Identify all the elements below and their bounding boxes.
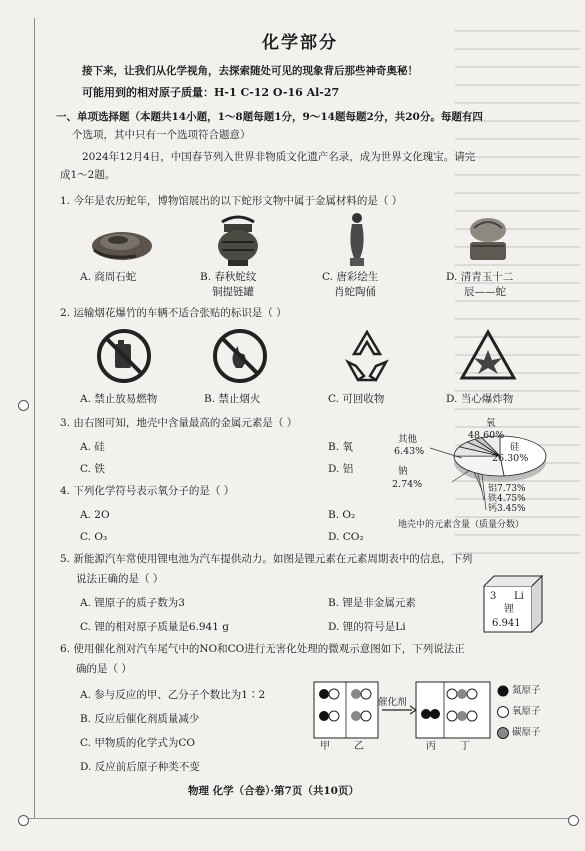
reaction-diagram [312,680,492,744]
pie-label-iron: 铁4.75% [488,494,526,504]
q1-option-a[interactable]: A. 商周石蛇 [80,271,137,283]
page-title: 化学部分 [262,33,338,53]
question-6-stem: 6. 使用催化剂对汽车尾气中的NO和CO进行无害化处理的微观示意图如下，下列说法正 [60,643,465,655]
label-jia: 甲 [320,741,330,752]
pie-label-other: 其他 [398,434,418,445]
intro-text: 接下来，让我们从化学视角，去探索随处可见的现象背后那些神奇奥秘！ [82,65,418,77]
q1-option-c-cont: 肖蛇陶俑 [334,286,376,298]
q2-option-a[interactable]: A. 禁止放易燃物 [80,393,158,405]
q5-option-d[interactable]: D. 锂的符号是Li [328,621,406,633]
q5-option-b[interactable]: B. 锂是非金属元素 [328,597,416,609]
q3-option-a[interactable]: A. 硅 [80,441,105,453]
q6-option-b[interactable]: B. 反应后催化剂质量减少 [80,713,200,725]
no-flammables-sign-icon [96,328,152,384]
explosive-warning-sign-icon [458,328,518,382]
context-text: 2024年12月4日，中国春节列入世界非物质文化遗产名录，成为世界文化瑰宝。请完 [82,151,476,163]
q6-option-d[interactable]: D. 反应前后原子种类不变 [80,761,200,773]
q4-option-b[interactable]: B. O₂ [328,509,356,521]
atom-legend-icons [496,684,510,742]
question-3-stem: 3. 由右图可知，地壳中含量最高的金属元素是（ ） [60,417,298,429]
q5-option-a[interactable]: A. 锂原子的质子数为3 [80,597,185,609]
binding-line [34,18,35,818]
binding-hole [18,815,29,826]
binding-hole [18,400,29,411]
bronze-jar-image [210,212,266,268]
pie-value-other: 6.43% [394,446,425,457]
pie-value-sodium: 2.74% [392,479,423,490]
q6-option-c[interactable]: C. 甲物质的化学式为CO [80,737,195,749]
q1-option-d-cont: 辰——蛇 [464,286,506,298]
question-2-stem: 2. 运输烟花爆竹的车辆不适合张贴的标识是（ ） [60,307,287,319]
periodic-atomic-number: 3 [490,591,497,602]
binding-hole [568,815,579,826]
q3-option-d[interactable]: D. 铝 [328,463,354,475]
legend-nitrogen: 氮原子 [512,685,541,696]
pie-label-silicon: 硅 [510,442,520,453]
q1-option-c[interactable]: C. 唐彩绘生 [322,271,379,283]
periodic-name: 锂 [504,604,514,615]
jade-snake-image [460,212,516,266]
legend-carbon: 碳原子 [512,727,541,738]
atomic-mass-line: 可能用到的相对原子质量：H-1 C-12 O-16 Al-27 [82,86,340,99]
stone-snake-image [86,220,160,264]
pie-label-aluminum: 铝7.73% [488,484,526,494]
pie-label-calcium: 钙3.45% [488,504,526,514]
q2-option-b[interactable]: B. 禁止烟火 [204,393,261,405]
periodic-symbol: Li [514,591,524,602]
label-bing: 丙 [426,741,436,752]
q4-option-a[interactable]: A. 2O [80,509,110,521]
label-yi: 乙 [354,741,364,752]
label-ding: 丁 [460,741,470,752]
question-1-stem: 1. 今年是农历蛇年，博物馆展出的以下蛇形文物中属于金属材料的是（ ） [60,195,403,207]
q4-option-d[interactable]: D. CO₂ [328,531,364,543]
pie-caption: 地壳中的元素含量（质量分数） [398,520,525,530]
q4-option-c[interactable]: C. O₃ [80,531,108,543]
q5-option-c[interactable]: C. 锂的相对原子质量是6.941 g [80,621,229,633]
q1-option-d[interactable]: D. 清青玉十二 [446,271,514,283]
legend-oxygen: 氧原子 [512,706,541,717]
periodic-mass: 6.941 [492,618,521,629]
q6-option-a[interactable]: A. 参与反应的甲、乙分子个数比为1∶2 [80,689,266,701]
question-5-stem-cont: 说法正确的是（ ） [76,573,164,585]
q1-option-b[interactable]: B. 春秋蛇纹 [200,271,257,283]
q2-option-d[interactable]: D. 当心爆炸物 [446,393,514,405]
catalyst-label: 催化剂 [378,697,407,708]
pie-label-oxygen: 氧 [486,418,496,429]
question-5-stem: 5. 新能源汽车常使用锂电池为汽车提供动力。如图是锂元素在元素周期表中的信息，下列 [60,553,473,565]
section-heading: 一、单项选择题（本题共14小题，1～8题每题1分，9～14题每题2分，共20分。每题有四 [56,111,483,123]
pie-label-sodium: 钠 [398,466,408,477]
q3-option-c[interactable]: C. 铁 [80,463,105,475]
q3-option-b[interactable]: B. 氧 [328,441,353,453]
recycle-sign-icon [336,326,398,386]
no-fire-sign-icon [212,328,268,384]
pie-value-oxygen: 48.60% [468,430,505,441]
context-text-cont: 成1～2题。 [60,169,116,181]
pottery-figure-image [342,210,372,270]
q2-option-c[interactable]: C. 可回收物 [328,393,385,405]
q1-option-b-cont: 铜提链罐 [212,286,254,298]
pie-value-silicon: 26.30% [492,453,529,464]
question-4-stem: 4. 下列化学符号表示氧分子的是（ ） [60,485,235,497]
page-footer: 物理 化学（合卷）·第7页（共10页） [188,785,359,797]
bottom-rule [20,818,575,819]
question-6-stem-cont: 确的是（ ） [76,663,132,675]
section-heading-cont: 个选项，其中只有一个选项符合题意） [72,129,251,141]
